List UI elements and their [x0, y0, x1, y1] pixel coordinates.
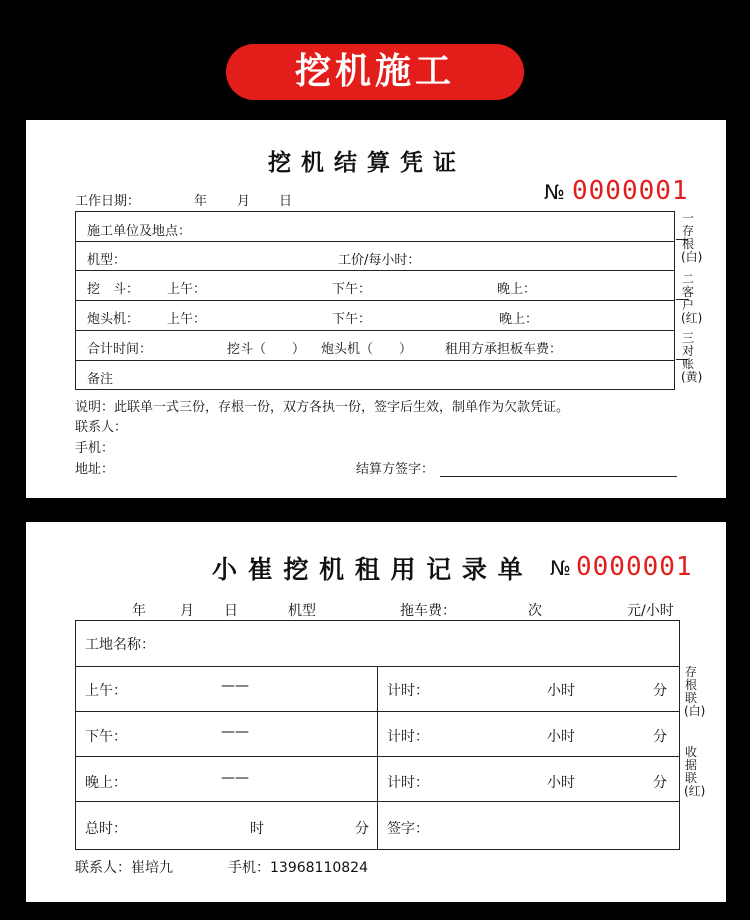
breaker-afternoon: 下午： — [332, 312, 372, 327]
copy-label-customer: 二客户(红) — [681, 272, 703, 325]
banner-title: 挖机施工 — [294, 51, 455, 92]
header-day: 日 — [224, 603, 238, 619]
phone-label: 手机： — [75, 441, 115, 456]
bucket-evening: 晚上： — [497, 282, 537, 297]
total-bucket: 挖斗（ ） — [227, 342, 306, 357]
total-breaker: 炮头机（ ） — [321, 342, 413, 357]
serial-no-symbol: № — [550, 556, 571, 580]
contact-phone: 手机：13968110824 — [228, 860, 368, 876]
date-month: 月 — [237, 194, 251, 209]
shift-evening-hours: 小时 — [547, 775, 575, 791]
row-divider — [76, 241, 674, 242]
signature-line — [440, 476, 677, 477]
header-rate: 元/小时 — [627, 603, 674, 619]
receipt-note: 说明：此联单一式三份，存根一份，双方各执一份，签字后生效，制单作为欠款凭证。 — [75, 400, 570, 415]
price-label: 工价/每小时： — [338, 253, 421, 268]
serial-number: 0000001 — [572, 176, 689, 206]
receipt-title: 挖 机 结 算 凭 证 — [268, 150, 458, 176]
shift-morning-count-label: 计时： — [387, 683, 429, 699]
shift-evening-minutes: 分 — [653, 775, 667, 791]
total-time-label: 合计时间： — [87, 342, 153, 357]
date-day: 日 — [279, 194, 293, 209]
serial-number: 0000001 — [576, 552, 693, 582]
contact-person: 联系人：崔培九 — [75, 860, 173, 876]
shift-morning-minutes: 分 — [653, 683, 667, 699]
total-minutes: 分 — [355, 821, 369, 837]
breaker-evening: 晚上： — [499, 312, 539, 327]
shift-afternoon-label: 下午： — [85, 729, 127, 745]
column-divider — [377, 666, 378, 850]
shift-evening-label: 晚上： — [85, 775, 127, 791]
shift-afternoon-count-label: 计时： — [387, 729, 429, 745]
bucket-afternoon: 下午： — [332, 282, 372, 297]
rental-record — [26, 522, 726, 902]
header-model: 机型 — [288, 603, 316, 619]
address-label: 地址： — [75, 462, 115, 477]
sign-label: 签字： — [387, 821, 429, 837]
row-divider — [76, 360, 674, 361]
bucket-label: 挖 斗： — [87, 282, 140, 297]
copy-label-stub: 一存根(白) — [681, 211, 703, 264]
shift-morning-label: 上午： — [85, 683, 127, 699]
copy-label-stub: 存根联(白) — [684, 665, 706, 718]
total-label: 总时： — [85, 821, 127, 837]
work-date-label: 工作日期： — [75, 194, 141, 209]
banner — [226, 44, 524, 100]
contact-label: 联系人： — [75, 420, 128, 435]
model-label: 机型： — [87, 253, 127, 268]
header-year: 年 — [132, 603, 146, 619]
date-year: 年 — [194, 194, 208, 209]
shift-morning-hours: 小时 — [547, 683, 575, 699]
shift-evening-dash: —— — [221, 770, 249, 786]
shift-evening-count-label: 计时： — [387, 775, 429, 791]
shift-morning-dash: —— — [221, 678, 249, 694]
copy-label-reconcile: 三对账(黄) — [681, 331, 703, 384]
shift-afternoon-dash: —— — [221, 724, 249, 740]
remark-label: 备注 — [87, 372, 114, 387]
header-trailer-fee: 拖车费： — [400, 603, 456, 619]
row-divider — [76, 270, 674, 271]
header-times: 次 — [528, 603, 542, 619]
total-trailer-fee: 租用方承担板车费： — [445, 342, 563, 357]
site-name-label: 工地名称： — [85, 637, 155, 653]
row-divider — [76, 300, 674, 301]
rental-record-table — [75, 620, 680, 850]
header-month: 月 — [180, 603, 194, 619]
shift-afternoon-hours: 小时 — [547, 729, 575, 745]
signature-label: 结算方签字： — [356, 462, 435, 477]
total-hours: 时 — [250, 821, 264, 837]
bucket-morning: 上午： — [167, 282, 207, 297]
settlement-receipt — [26, 120, 726, 498]
record-title: 小 崔 挖 机 租 用 记 录 单 — [212, 555, 524, 584]
shift-afternoon-minutes: 分 — [653, 729, 667, 745]
breaker-label: 炮头机： — [87, 312, 140, 327]
site-label: 施工单位及地点： — [87, 224, 192, 239]
breaker-morning: 上午： — [167, 312, 207, 327]
row-divider — [76, 330, 674, 331]
copy-label-receipt: 收据联(红) — [684, 745, 706, 798]
settlement-form-table — [75, 211, 675, 390]
serial-no-symbol: № — [544, 180, 565, 204]
